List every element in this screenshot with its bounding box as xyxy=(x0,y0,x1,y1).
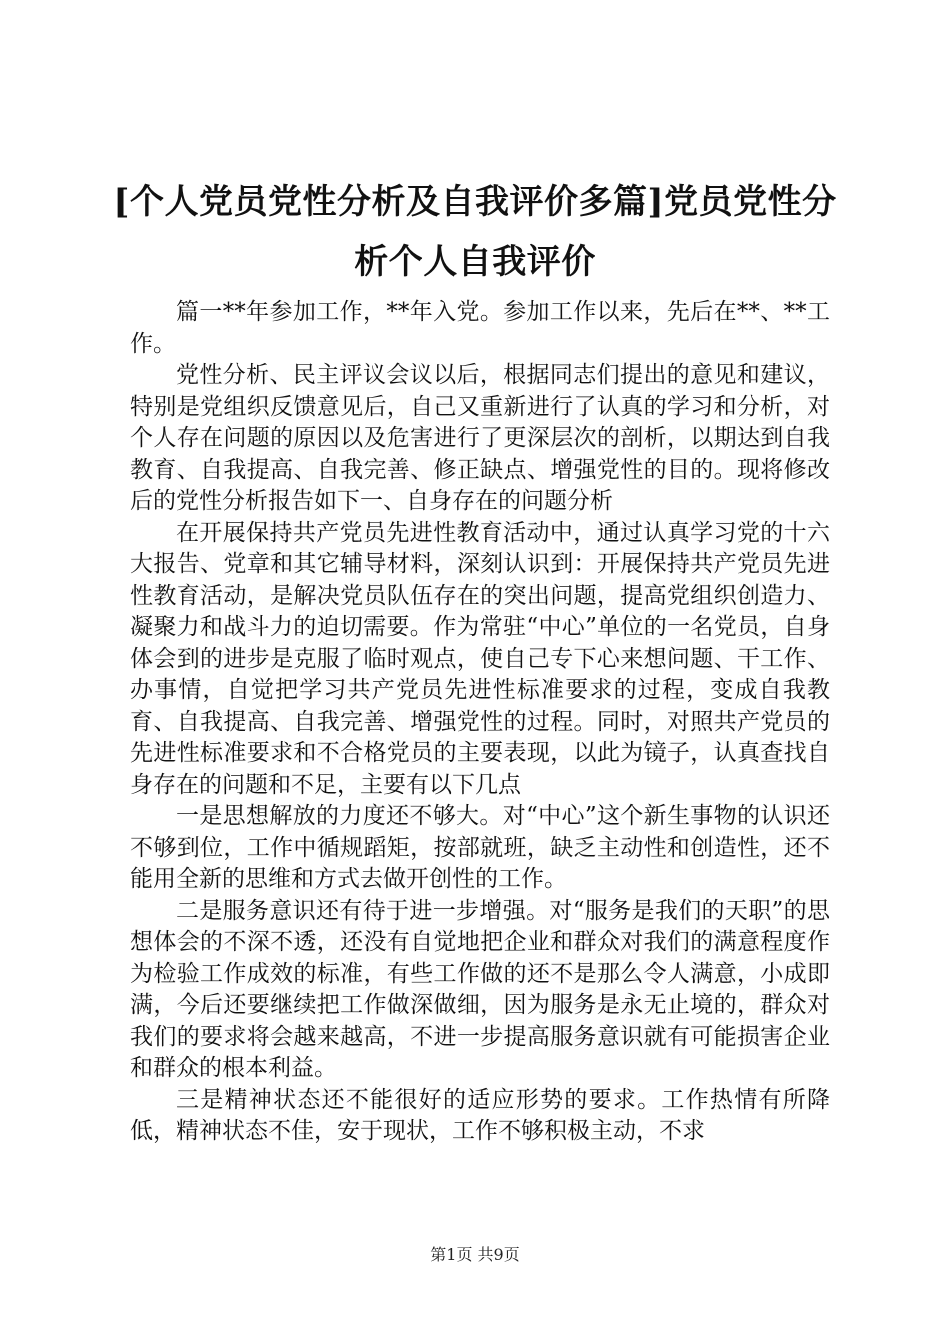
page-number-footer: 第1页 共9页 xyxy=(430,1245,520,1264)
document-title: [个人党员党性分析及自我评价多篇]党员党性分析个人自我评价 xyxy=(113,182,837,282)
paragraph-3: 在开展保持共产党员先进性教育活动中，通过认真学习党的十六大报告、党章和其它辅导材料，深刻认识到：开展保持共产党员先进性教育活动，是解决党员队伍存在的突出问题，提高党组织创造力、凝聚力和战斗力的迫切需要。作为常驻“中心”单位的一名党员，自身体会到的进步是克服了临时观点，使自己专下心来想问题、干工作、办事情，自觉把学习共产党员先进性标准要求的过程，变成自我教育、自我提高、自我完善、增强党性的过程。同时，对照共产党员的先进性标准要求和不合格党员的主要表现，以此为镜子，认真查找自身存在的问题和不足，主要有以下几点 xyxy=(130,519,830,798)
paragraph-5: 二是服务意识还有待于进一步增强。对“服务是我们的天职”的思想体会的不深不透，还没有自觉地把企业和群众对我们的满意程度作为检验工作成效的标准，有些工作做的还不是那么令人满意，小成即满，今后还要继续把工作做深做细，因为服务是永无止境的，群众对我们的要求将会越来越高，不进一步提高服务意识就有可能损害企业和群众的根本利益。 xyxy=(130,897,830,1081)
paragraph-4: 一是思想解放的力度还不够大。对“中心”这个新生事物的认识还不够到位，工作中循规蹈矩，按部就班，缺乏主动性和创造性，还不能用全新的思维和方式去做开创性的工作。 xyxy=(130,803,830,892)
document-body xyxy=(130,297,830,1148)
paragraph-6: 三是精神状态还不能很好的适应形势的要求。工作热情有所降低，精神状态不佳，安于现状，工作不够积极主动，不求 xyxy=(130,1086,830,1144)
paragraph-2: 党性分析、民主评议会议以后，根据同志们提出的意见和建议，特别是党组织反馈意见后，自己又重新进行了认真的学习和分析，对个人存在问题的原因以及危害进行了更深层次的剖析，以期达到自我教育、自我提高、自我完善、修正缺点、增强党性的目的。现将修改后的党性分析报告如下一、自身存在的问题分析 xyxy=(130,362,830,514)
paragraph-1: 篇一**年参加工作，**年入党。参加工作以来，先后在**、**工作。 xyxy=(130,299,830,357)
